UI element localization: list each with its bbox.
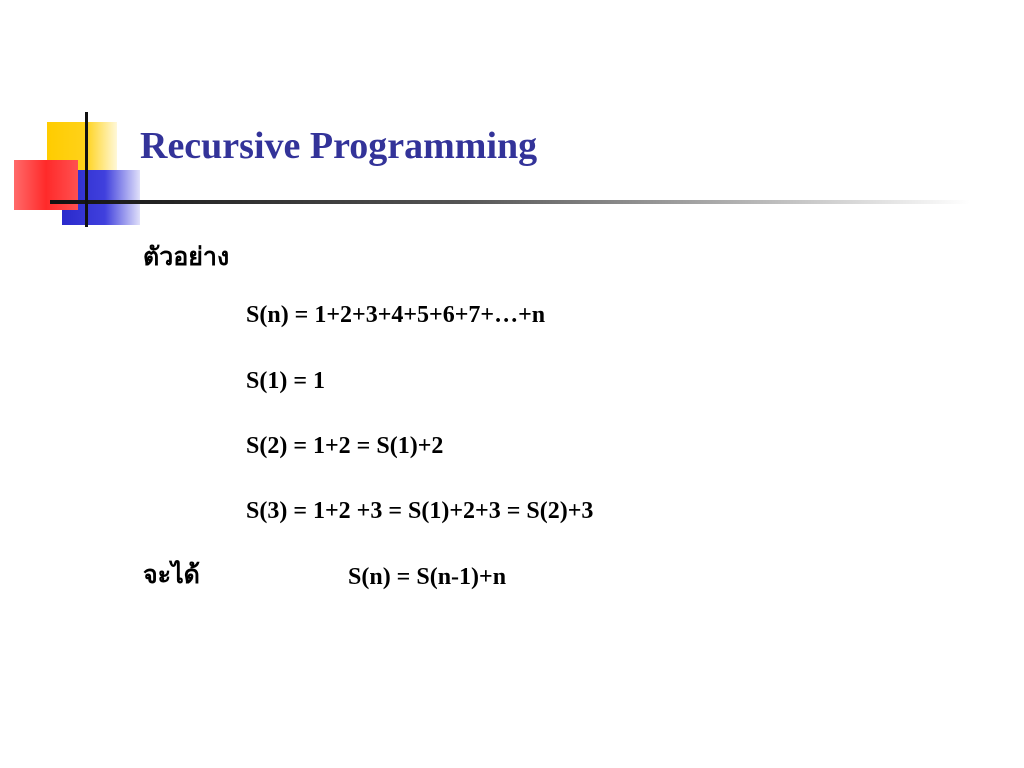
equation-sum-definition: S(n) = 1+2+3+4+5+6+7+…+n	[246, 302, 546, 328]
conclusion-equation: S(n) = S(n-1)+n	[348, 564, 507, 590]
title-decoration	[0, 0, 1024, 240]
slide-title: Recursive Programming	[140, 125, 538, 167]
vertical-rule	[85, 112, 88, 227]
title-underline	[50, 200, 970, 204]
conclusion-label: จะได้	[143, 560, 200, 589]
equation-base-case: S(1) = 1	[246, 368, 326, 394]
equation-s2: S(2) = 1+2 = S(1)+2	[246, 433, 444, 459]
example-label: ตัวอย่าง	[143, 242, 230, 271]
equation-s3: S(3) = 1+2 +3 = S(1)+2+3 = S(2)+3	[246, 498, 594, 524]
